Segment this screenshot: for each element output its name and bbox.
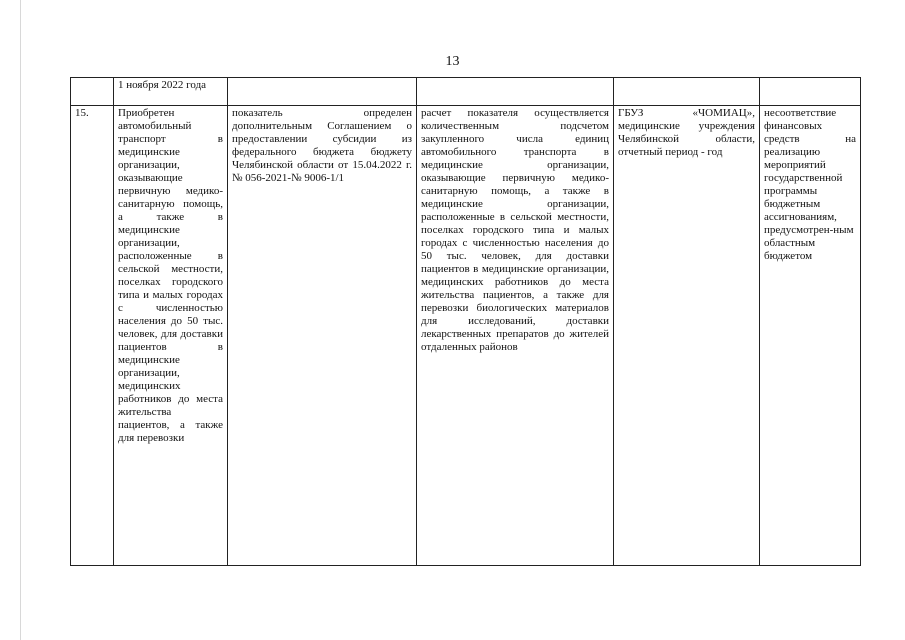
indicator-basis-cell: показатель определен дополнительным Соглашением о предоставлении субсидии из федерального бюджета бюджету Челябинской области от 15.04.2022 г. № 056-2021-№ 9006-1/1 [228,106,417,566]
indicator-basis-cell [228,78,417,106]
indicator-table [70,77,861,566]
table-row [71,106,861,566]
calculation-method-cell [417,78,614,106]
page-number: 13 [445,54,460,69]
event-name-cell: Приобретен автомобильный транспорт в медицинские организации, оказывающие первичную медико-санитарную помощь, а также в медицинские организации, расположенные в сельской местности, поселках городского типа и малых городах с численностью населения до 50 тыс. человек, для доставки пациентов в медицинские организации, медицинских работников до места жительства пациентов, а также для перевозки [114,106,228,566]
risk-cell [760,78,861,106]
event-name-cell: 1 ноября 2022 года [114,78,228,106]
row-number-cell: 15. [71,106,114,566]
calculation-method-cell: расчет показателя осуществляется количественным подсчетом закупленного числа единиц автомобильного транспорта в медицинские организации, оказывающие первичную медико-санитарную помощь, а также в медицинские организации, расположенные в сельской местности, поселках городского типа и малых городах с численностью населения до 50 тыс. человек, для доставки пациентов в медицинские организации, медицинских работников до места жительства пациентов, а также для перевозки биологических материалов для исследований, доставки лекарственных препаратов до жителей отдаленных районов [417,106,614,566]
row-number-cell [71,78,114,106]
scan-edge-line [20,0,21,640]
table-row [71,78,861,106]
risk-cell: несоответствие финансовых средств на реализацию мероприятий государственной программы бюджетным ассигнованиям, предусмотрен-ным областным бюджетом [760,106,861,566]
data-source-cell [614,78,760,106]
data-source-cell: ГБУЗ «ЧОМИАЦ», медицинские учреждения Челябинской области, отчетный период - год [614,106,760,566]
